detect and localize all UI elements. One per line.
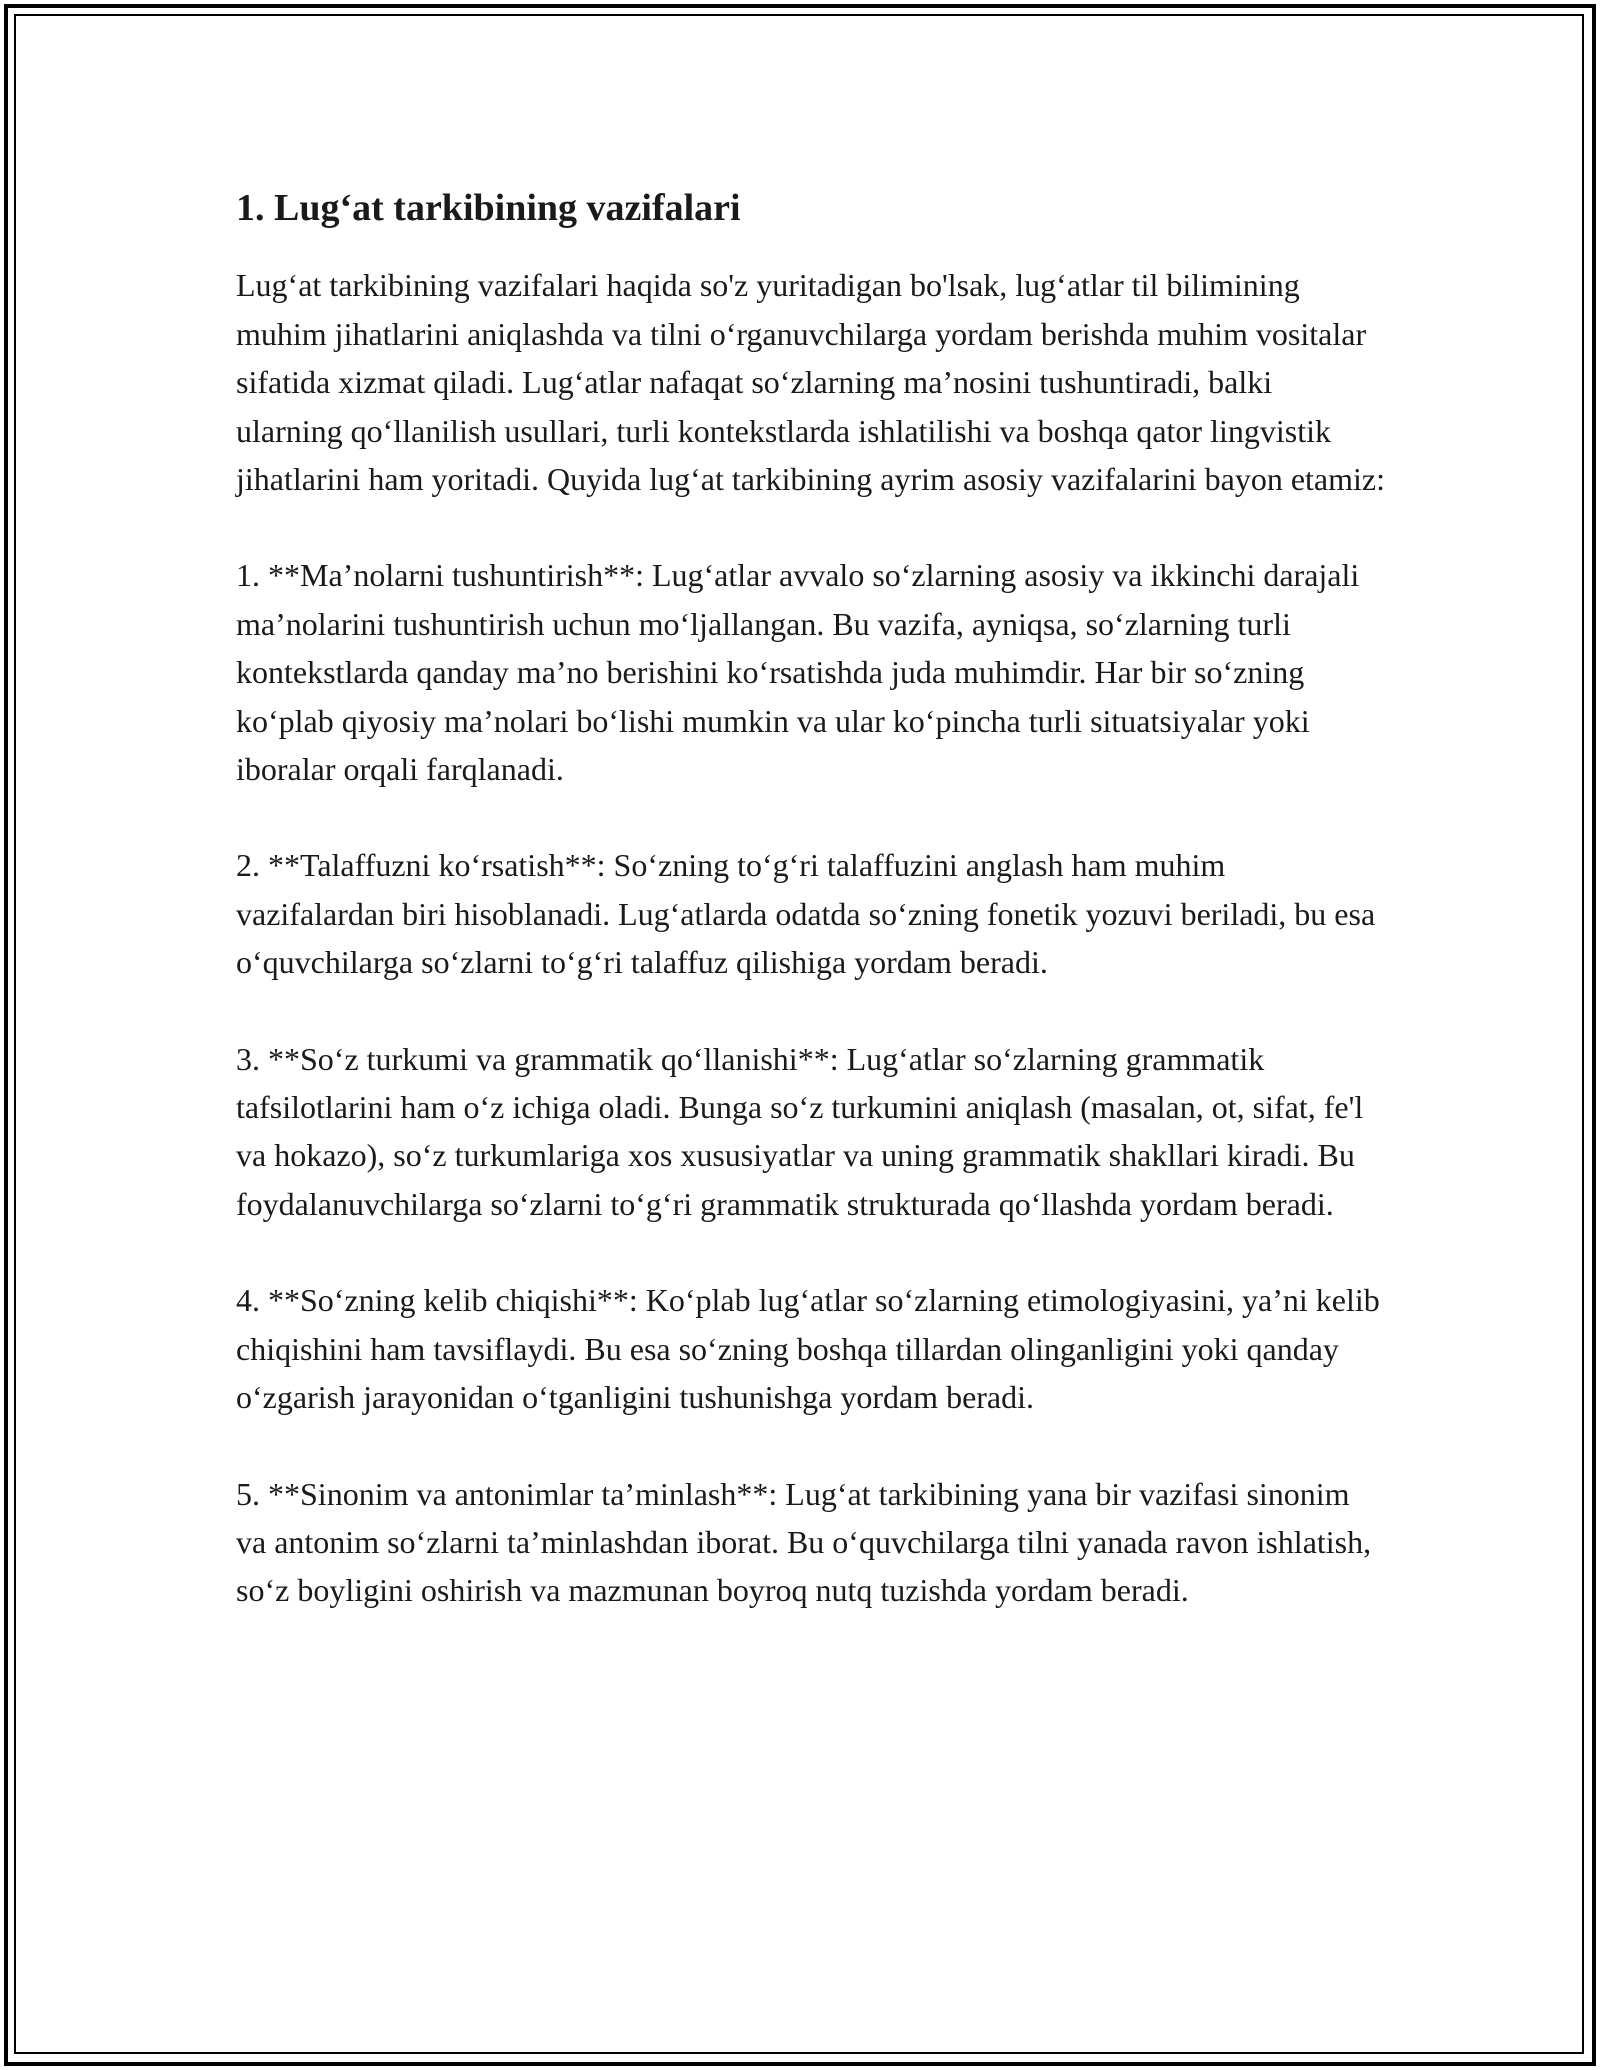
document-title: 1. Lug‘at tarkibining vazifalari	[236, 187, 741, 229]
list-item-synonyms: 5. **Sinonim va antonimlar ta’minlash**: Lug‘at tarkibining yana bir vazifasi sinonim va antonim so‘zlarni ta’minlashdan iborat. Bu o‘quvchilarga tilni yanada ravon ishlatish, so‘z boyligini oshirish va mazmunan boyroq nutq tuzishda yordam beradi.	[236, 1475, 1372, 1609]
document-body	[236, 184, 1386, 1615]
list-item-meanings: 1. **Ma’nolarni tushuntirish**: Lug‘atlar avvalo so‘zlarning asosiy va ikkinchi darajali ma’nolarini tushuntirish uchun mo‘ljallangan. Bu vazifa, ayniqsa, so‘zlarning turli kontekstlarda qanday ma’no berishini ko‘rsatishda juda muhimdir. Har bir so‘zning ko‘plab qiyosiy ma’nolari bo‘lishi mumkin va ular ko‘pincha turli situatsiyalar yoki iboralar orqali farqlanadi.	[236, 557, 1360, 788]
list-item-pronunciation: 2. **Talaffuzni ko‘rsatish**: So‘zning to‘g‘ri talaffuzini anglash ham muhim vazifalardan biri hisoblanadi. Lug‘atlarda odatda so‘zning fonetik yozuvi beriladi, bu esa o‘quvchilarga so‘zlarni to‘g‘ri talaffuz qilishiga yordam beradi.	[236, 847, 1376, 981]
intro-paragraph: Lug‘at tarkibining vazifalari haqida so'z yuritadigan bo'lsak, lug‘atlar til bilimining muhim jihatlarini aniqlashda va tilni o‘rganuvchilarga yordam berishda muhim vositalar sifatida xizmat qiladi. Lug‘atlar nafaqat so‘zlarning ma’nosini tushuntiradi, balki ularning qo‘llanilish usullari, turli kontekstlarda ishlatilishi va boshqa qator lingvistik jihatlarini ham yoritadi. Quyida lug‘at tarkibining ayrim asosiy vazifalarini bayon etamiz:	[236, 267, 1385, 498]
list-item-etymology: 4. **So‘zning kelib chiqishi**: Ko‘plab lug‘atlar so‘zlarning etimologiyasini, ya’ni kelib chiqishini ham tavsiflaydi. Bu esa so‘zning boshqa tillardan olinganligini yoki qanday o‘zgarish jarayonidan o‘tganligini tushunishga yordam beradi.	[236, 1282, 1380, 1416]
list-item-grammar: 3. **So‘z turkumi va grammatik qo‘llanishi**: Lug‘atlar so‘zlarning grammatik tafsilotlarini ham o‘z ichiga oladi. Bunga so‘z turkumini aniqlash (masalan, ot, sifat, fe'l va hokazo), so‘z turkumlariga xos xususiyatlar va uning grammatik shakllari kiradi. Bu foydalanuvchilarga so‘zlarni to‘g‘ri grammatik strukturada qo‘llashda yordam beradi.	[236, 1040, 1364, 1222]
